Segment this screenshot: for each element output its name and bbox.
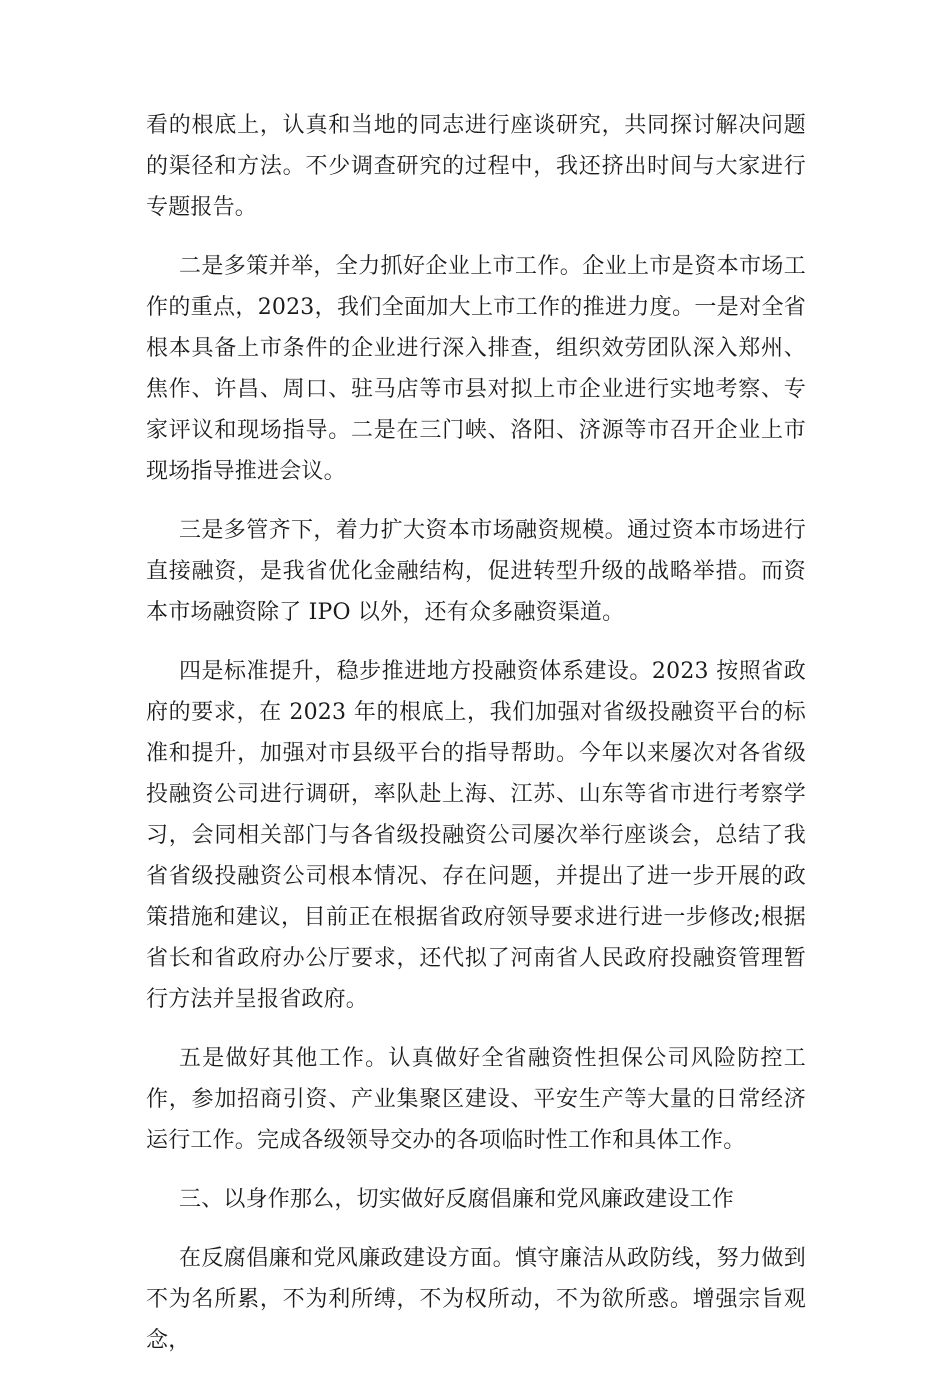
section-heading: 三、以身作那么，切实做好反腐倡廉和党风廉政建设工作 xyxy=(179,1187,735,1212)
paragraph-continuation: 看的根底上，认真和当地的同志进行座谈研究，共同探讨解决问题的渠径和方法。不少调查研究的过程中，我还挤出时间与大家进行专题报告。 xyxy=(146,113,806,220)
paragraph-other-work: 五是做好其他工作。认真做好全省融资性担保公司风险防控工作，参加招商引资、产业集聚区建设、平安生产等大量的日常经济运行工作。完成各级领导交办的各项临时性工作和具体工作。 xyxy=(146,1046,806,1153)
paragraph-anti-corruption: 在反腐倡廉和党风廉政建设方面。慎守廉洁从政防线，努力做到不为名所累，不为利所缚，不为权所动，不为欲所惑。增强宗旨观念， xyxy=(146,1246,806,1353)
document-body xyxy=(146,105,806,1379)
paragraph-listing-promotion: 二是多策并举，全力抓好企业上市工作。企业上市是资本市场工作的重点，2023，我们全面加大上市工作的推进力度。一是对全省根本具备上市条件的企业进行深入排查，组织效劳团队深入郑州、焦作、许昌、周口、驻马店等市县对拟上市企业进行实地考察、专家评议和现场指导。二是在三门峡、洛阳、济源等市召开企业上市现场指导推进会议。 xyxy=(146,254,806,484)
paragraph-financing-scale: 三是多管齐下，着力扩大资本市场融资规模。通过资本市场进行直接融资，是我省优化金融结构，促进转型升级的战略举措。而资本市场融资除了 IPO 以外，还有众多融资渠道。 xyxy=(146,518,806,625)
paragraph-investment-system: 四是标准提升，稳步推进地方投融资体系建设。2023 按照省政府的要求，在 2023 年的根底上，我们加强对省级投融资平台的标准和提升，加强对市县级平台的指导帮助。今年以来屡次对各省级投融资公司进行调研，率队赴上海、江苏、山东等省市进行考察学习，会同相关部门与各省级投融资公司屡次举行座谈会，总结了我省省级投融资公司根本情况、存在问题，并提出了进一步开展的政策措施和建议，目前正在根据省政府领导要求进行进一步修改;根据省长和省政府办公厅要求，还代拟了河南省人民政府投融资管理暂行方法并呈报省政府。 xyxy=(146,659,806,1012)
